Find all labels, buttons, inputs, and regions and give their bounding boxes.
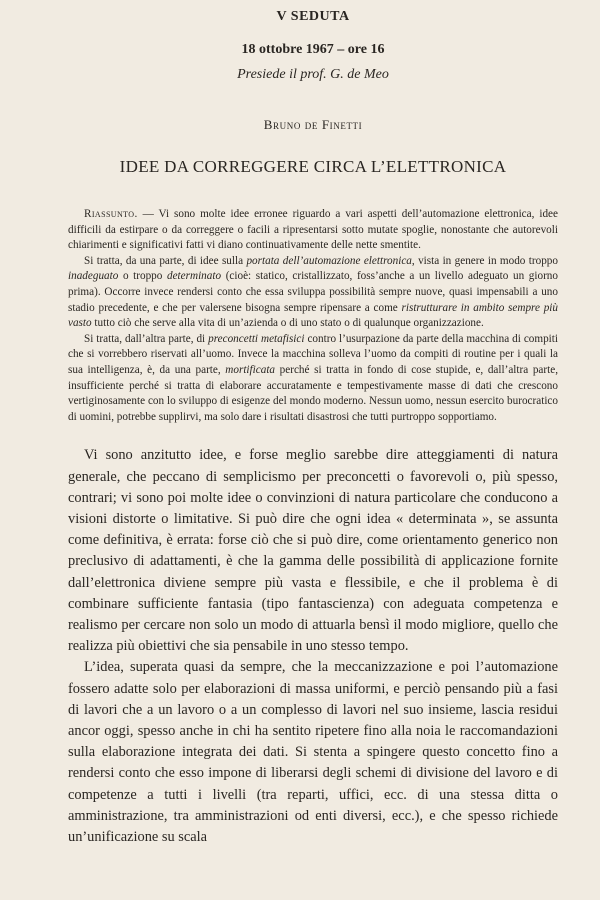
abstract-text: tutto ciò che serve alla vita di un’azienda o di uno stato o di qualunque organizzazione.	[91, 317, 484, 330]
body-paragraph-2: L’idea, superata quasi da sempre, che la meccanizzazione e poi l’automazione fossero adatte solo per elaborazioni di massa uniformi, e perciò pensando più a fasi di lavori che a un lavoro o a un complesso di lavori nel suo insieme, lascia residui ancor oggi, spesso anche in chi ha sentito ripetere fino alla noia le raccomandazioni sulla elaborazione integrata dei dati. Si stenta a spingere questo concetto fino a rendersi conto che esso impone di liberarsi degli schemi di divisione del lavoro e di competenze a tutti i livelli (tra reparti, uffici, ecc. di una stessa ditta o amministrazione, tra amministrazioni od enti diversi, ecc.), e che spesso richiede un’unificazione su scala	[68, 659, 558, 845]
abstract-text: (cioè: statico, cristallizzato, foss’anche a un livello adeguato un giorno prima). Occorre invece rendersi conto che essa sviluppa possibilità sempre nuove, quasi impensabili a uno stadio precedente, e che per valersene bisogna sempre ripensare a come	[68, 270, 558, 314]
abstract-emphasis: preconcetti metafisici	[208, 332, 305, 345]
abstract-emphasis: ristrutturare in ambito sempre più vasto	[68, 301, 558, 330]
abstract	[68, 207, 558, 425]
session-chair: Presiede il prof. G. de Meo	[237, 67, 389, 82]
abstract-emphasis: mortificata	[225, 363, 276, 376]
abstract-text: contro l’usurpazione da parte della macchina di compiti che si vorrebbero riservati all’uomo. Invece la macchina solleva l’uomo da compiti di routine per i quali la sua intelligenza, è, da una parte,	[68, 332, 559, 376]
article-title: IDEE DA CORREGGERE CIRCA L’ELETTRONICA	[119, 157, 507, 176]
abstract-text: Si tratta, dall’altra parte, di	[84, 332, 209, 345]
abstract-paragraph-2	[68, 254, 558, 332]
abstract-text-1: — Vi sono molte idee erronee riguardo a vari aspetti dell’automazione elettronica, idee difficili da estirpare o da correggere o facili a ripresentarsi sotto mutate spoglie, nonostante che autorevoli chiarimenti e significativi fatti vi diano continuativamente delle nette smentite.	[68, 208, 558, 252]
abstract-text: Si tratta, da una parte, di idee sulla	[84, 254, 247, 267]
session-date: 18 ottobre 1967 – ore 16	[241, 42, 385, 57]
abstract-paragraph-3	[68, 332, 558, 426]
author-name: Bruno de Finetti	[263, 117, 363, 132]
abstract-text: , vista in genere in modo troppo	[411, 254, 558, 267]
abstract-emphasis: determinato	[167, 270, 222, 283]
session-heading: V SEDUTA	[276, 9, 350, 24]
abstract-lead: Riassunto.	[84, 208, 138, 220]
abstract-paragraph-1	[68, 207, 558, 254]
body-paragraph-1: Vi sono anzitutto idee, e forse meglio sarebbe dire atteggiamenti di natura generale, che peccano di semplicismo per preconcetti o favorevoli o, più spesso, contrari; vi sono poi molte idee o convinzioni di natura particolare che conducono a visioni distorte o limitative. Si può dire che ogni idea « determinata », se assunta come definitiva, è errata: forse ciò che si può dire, come orientamento generico non preclusivo di adattamenti, è che la gamma delle possibilità di applicazione fornite dall’elettronica diviene sempre più vasta e flessibile, e che il problema è di combinare sufficiente fantasia (tipo fantascienza) con adeguata competenza e realismo per cercare non solo un modo di attuarla bensì il modo migliore, quello che realizza più obiettivi che sia pensabile in uno stesso tempo.	[68, 447, 558, 655]
abstract-emphasis: inadeguato	[68, 270, 119, 283]
abstract-text: o troppo	[118, 270, 167, 283]
article-body	[68, 445, 558, 848]
abstract-text: perché si tratta in fondo di cose stupide, e, dall’altra parte, insufficiente perché si tratta di elaborare accuratamente e tempestivamente masse di dati che crescono vertiginosamente con lo sviluppo di esigenze del mondo moderno. Nessun uomo, nessun esercito burocratico di uomini, potrebbe supplirvi, ma solo dare i risultati disastrosi che tutti purtroppo sopportiamo.	[68, 363, 558, 423]
abstract-emphasis: portata dell’automazione elettronica	[246, 254, 412, 267]
